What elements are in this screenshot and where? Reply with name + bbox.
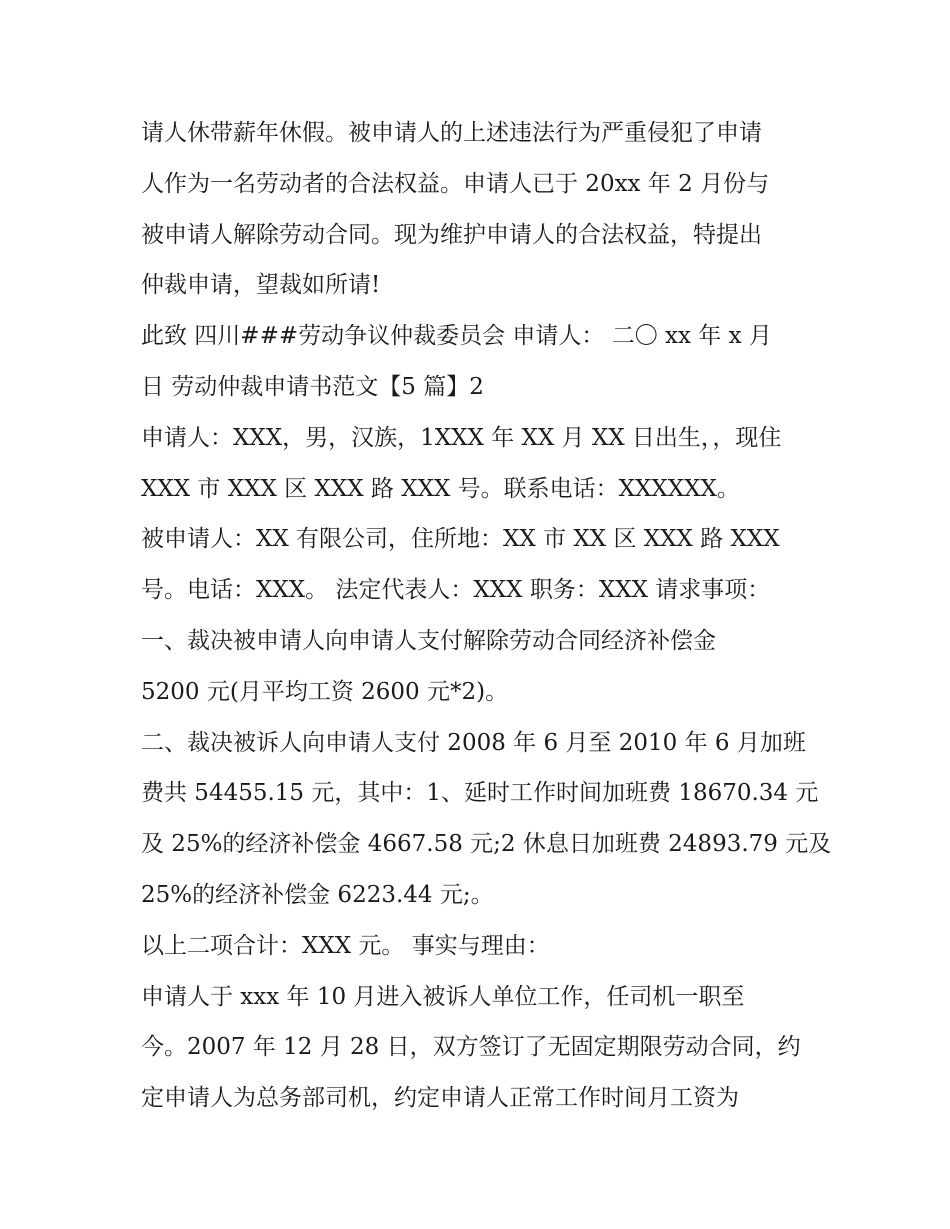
text-line: 今。2007 年 12 月 28 日，双方签订了无固定期限劳动合同，约	[141, 1034, 801, 1061]
text-line: 5200 元(月平均工资 2600 元*2)。	[141, 678, 509, 705]
text-line: 日 劳动仲裁申请书范文【5 篇】2	[141, 373, 484, 400]
text-line: 被申请人解除劳动合同。现为维护申请人的合法权益，特提出	[141, 221, 762, 248]
text-line: 此致 四川###劳动争议仲裁委员会 申请人： 二〇 xx 年 x 月	[141, 323, 772, 350]
text-line: 被申请人：XX 有限公司，住所地：XX 市 XX 区 XXX 路 XXX	[141, 526, 780, 553]
text-line: 一、裁决被申请人向申请人支付解除劳动合同经济补偿金	[141, 627, 716, 654]
text-line: 人作为一名劳动者的合法权益。申请人已于 20xx 年 2 月份与	[141, 170, 770, 197]
text-line: 二、裁决被诉人向申请人支付 2008 年 6 月至 2010 年 6 月加班	[141, 729, 806, 756]
text-line: 申请人：XXX，男，汉族，1XXX 年 XX 月 XX 日出生，，现住	[141, 424, 782, 451]
text-line: 费共 54455.15 元，其中：1、延时工作时间加班费 18670.34 元	[141, 780, 819, 807]
text-line: XXX 市 XXX 区 XXX 路 XXX 号。联系电话：XXXXXX。	[141, 475, 740, 502]
text-line: 及 25%的经济补偿金 4667.58 元;2 休息日加班费 24893.79 元及	[141, 831, 832, 858]
text-line: 仲裁申请，望裁如所请!	[141, 272, 381, 299]
body-text	[141, 108, 832, 1124]
text-line: 定申请人为总务部司机，约定申请人正常工作时间月工资为	[141, 1085, 739, 1112]
text-line: 号。电话：XXX。 法定代表人：XXX 职务：XXX 请求事项：	[141, 577, 771, 604]
text-line: 25%的经济补偿金 6223.44 元;。	[141, 881, 494, 908]
text-line: 请人休带薪年休假。被申请人的上述违法行为严重侵犯了申请	[141, 120, 762, 146]
text-line: 以上二项合计：XXX 元。 事实与理由：	[141, 932, 550, 959]
text-line: 申请人于 xxx 年 10 月进入被诉人单位工作，任司机一职至	[141, 983, 745, 1010]
